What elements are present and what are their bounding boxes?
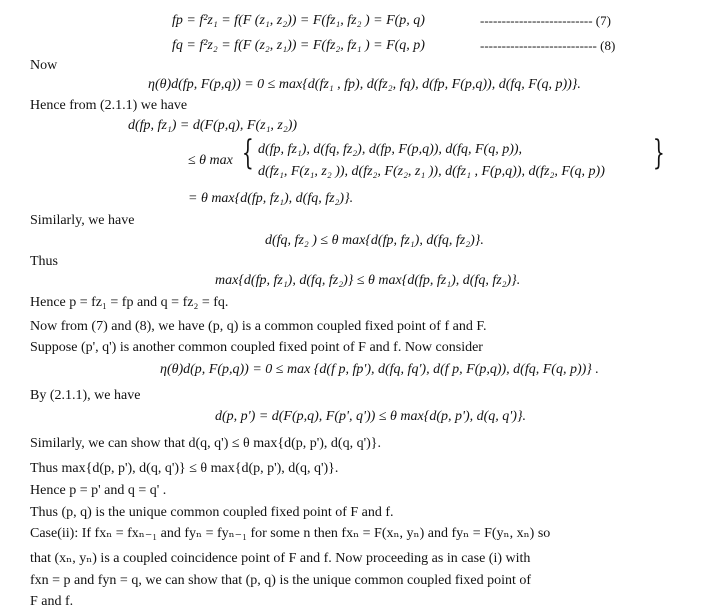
text-thus-unique: Thus (p, q) is the unique common coupled fixed point of F and f. xyxy=(30,505,394,520)
left-brace-icon: { xyxy=(241,133,254,173)
dfq-inequality: d(fq, fz₂ ) ≤ θ max{d(fp, fz₁), d(fq, fz₂)}. xyxy=(265,233,484,248)
text-now: Now xyxy=(30,58,58,73)
equation-8-tag: --------------------------- (8) xyxy=(480,38,616,53)
eta-inequality-2: η(θ)d(p, F(p,q)) = 0 ≤ max {d(f p, fp'), d(fq, fq'), d(f p, F(p,q)), d(fq, F(q, p))} . xyxy=(160,362,599,377)
max-set-row-2: d(fz₁, F(z₁, z₂ )), d(fz₂, F(z₂, z₁ )), d(fz₁ , F(p,q)), d(fz₂, F(q, p)) xyxy=(258,164,605,179)
equation-7-tag: -------------------------- (7) xyxy=(480,13,611,28)
eta-inequality-1: η(θ)d(fp, F(p,q)) = 0 ≤ max{d(fz₁ , fp), d(fz₂, fq), d(fp, F(p,q)), d(fq, F(q, p))}. xyxy=(148,77,581,92)
max-inequality: max{d(fp, fz₁), d(fq, fz₂)} ≤ θ max{d(fp, fz₁), d(fq, fz₂)}. xyxy=(215,273,521,288)
text-case-ii-line-4: F and f. xyxy=(30,594,74,609)
text-suppose: Suppose (p', q') is another common coupled fixed point of F and f. Now consider xyxy=(30,340,483,355)
text-now-from: Now from (7) and (8), we have (p, q) is a common coupled fixed point of f and F. xyxy=(30,319,487,334)
text-case-ii-line-3: fxn = p and fyn = q, we can show that (p, q) is the unique common coupled fixed point of xyxy=(30,573,532,588)
text-hence-from: Hence from (2.1.1) we have xyxy=(30,98,188,113)
text-hence-p: Hence p = fz₁ = fp and q = fz₂ = fq. xyxy=(30,295,229,310)
text-thus-1: Thus xyxy=(30,254,58,269)
le-theta-max: ≤ θ max xyxy=(188,153,233,168)
equation-7: fp = f²z₁ = f(F (z₁, z₂)) = F(fz₁, fz₂ ) = F(p, q) xyxy=(172,13,425,28)
text-case-ii-line-2: that (xₙ, yₙ) is a coupled coincidence point of F and f. Now proceeding as in case (i) with xyxy=(30,551,531,566)
max-set-row-1: d(fp, fz₁), d(fq, fz₂), d(fp, F(p,q)), d(fq, F(q, p)), xyxy=(258,142,523,157)
text-hence-pq: Hence p = p' and q = q' . xyxy=(30,483,167,498)
equation-8: fq = f²z₂ = f(F (z₂, z₁)) = F(fz₂, fz₁ ) = F(q, p) xyxy=(172,38,425,53)
text-similarly: Similarly, we have xyxy=(30,213,135,228)
distance-equation: d(fp, fz₁) = d(F(p,q), F(z₁, z₂)) xyxy=(128,118,298,133)
equals-theta-max: = θ max{d(fp, fz₁), d(fq, fz₂)}. xyxy=(188,191,354,206)
text-by-211: By (2.1.1), we have xyxy=(30,388,141,403)
text-similarly-show: Similarly, we can show that d(q, q') ≤ θ max{d(p, p'), d(q, q')}. xyxy=(30,436,381,451)
text-case-ii-line-1: Case(ii): If fxₙ = fxₙ₋₁ and fyₙ = fyₙ₋₁ for some n then fxₙ = F(xₙ, yₙ) and fyₙ = F(yₙ, xₙ) so xyxy=(30,526,551,541)
right-brace-icon: } xyxy=(652,133,665,173)
dpp-inequality: d(p, p') = d(F(p,q), F(p', q')) ≤ θ max{d(p, p'), d(q, q')}. xyxy=(215,409,527,424)
text-thus-2: Thus max{d(p, p'), d(q, q')} ≤ θ max{d(p, p'), d(q, q')}. xyxy=(30,461,339,476)
